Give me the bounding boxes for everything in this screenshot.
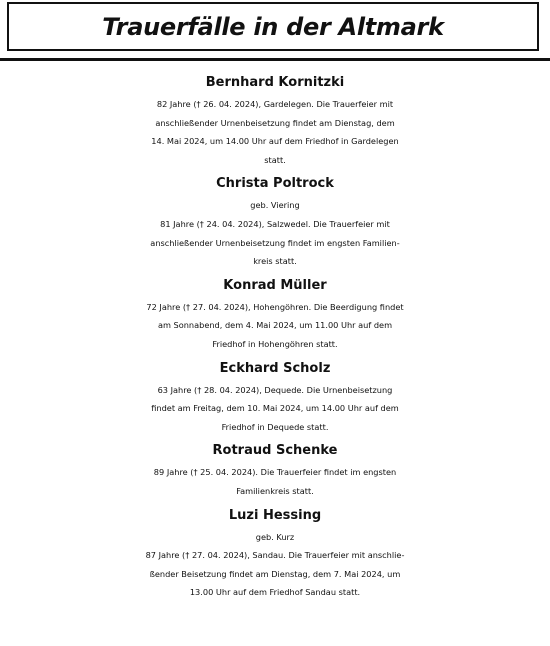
notice-name: Christa Poltrock <box>216 176 334 192</box>
notice-text-line: ßender Beisetzung findet am Dienstag, dem 7. Mai 2024, um <box>149 568 401 579</box>
header-divider <box>0 58 550 61</box>
notice-item <box>0 356 550 437</box>
notice-name: Konrad Müller <box>223 277 327 293</box>
notice-text-line: 63 Jahre († 28. 04. 2024), Dequede. Die Urnenbeisetzung <box>157 384 393 395</box>
notice-text-line: 82 Jahre († 26. 04. 2024), Gardelegen. Die Trauerfeier mit <box>156 99 394 109</box>
notice-text-line: anschließender Urnenbeisetzung findet im engsten Familien- <box>150 237 400 248</box>
notice-text-line: kreis statt. <box>253 256 297 267</box>
notice-text-line: 81 Jahre († 24. 04. 2024), Salzwedel. Die Trauerfeier mit <box>160 218 390 229</box>
notice-text-line: statt. <box>264 154 286 165</box>
notice-birth-name: geb. Kurz <box>255 531 295 542</box>
header-box <box>7 2 539 51</box>
notice-list <box>0 70 550 602</box>
notice-name: Rotraud Schenke <box>212 443 338 459</box>
notice-text-line: 14. Mai 2024, um 14.00 Uhr auf dem Friedhof in Gardelegen <box>151 136 399 147</box>
notice-item <box>0 503 550 602</box>
notice-item <box>0 438 550 500</box>
notice-text-line: Friedhof in Dequede statt. <box>221 421 329 432</box>
notice-item <box>0 273 550 354</box>
notice-text-line: 72 Jahre († 27. 04. 2024), Hohengöhren. Die Beerdigung findet <box>146 301 404 312</box>
notice-text-line: 13.00 Uhr auf dem Friedhof Sandau statt. <box>189 587 361 598</box>
notice-text-line: anschließender Urnenbeisetzung findet am Dienstag, dem <box>155 117 395 128</box>
notice-text-line: am Sonnabend, dem 4. Mai 2024, um 11.00 Uhr auf dem <box>157 320 393 331</box>
notice-text-line: Familienkreis statt. <box>236 485 314 496</box>
notice-item <box>0 171 550 270</box>
notice-text-line: 87 Jahre († 27. 04. 2024), Sandau. Die Trauerfeier mit anschlie- <box>145 550 405 561</box>
notice-name: Eckhard Scholz <box>219 360 331 376</box>
page-title: Trauerfälle in der Altmark <box>102 12 444 41</box>
notice-text-line: findet am Freitag, dem 10. Mai 2024, um 14.00 Uhr auf dem <box>151 403 399 414</box>
notice-text-line: 89 Jahre († 25. 04. 2024). Die Trauerfeier findet im engsten <box>153 467 397 478</box>
notice-birth-name: geb. Viering <box>250 200 300 211</box>
notice-text-line: Friedhof in Hohengöhren statt. <box>212 338 338 349</box>
notice-item <box>0 70 550 169</box>
notice-name: Luzi Hessing <box>228 507 322 523</box>
notice-name: Bernhard Kornitzki <box>205 75 345 90</box>
